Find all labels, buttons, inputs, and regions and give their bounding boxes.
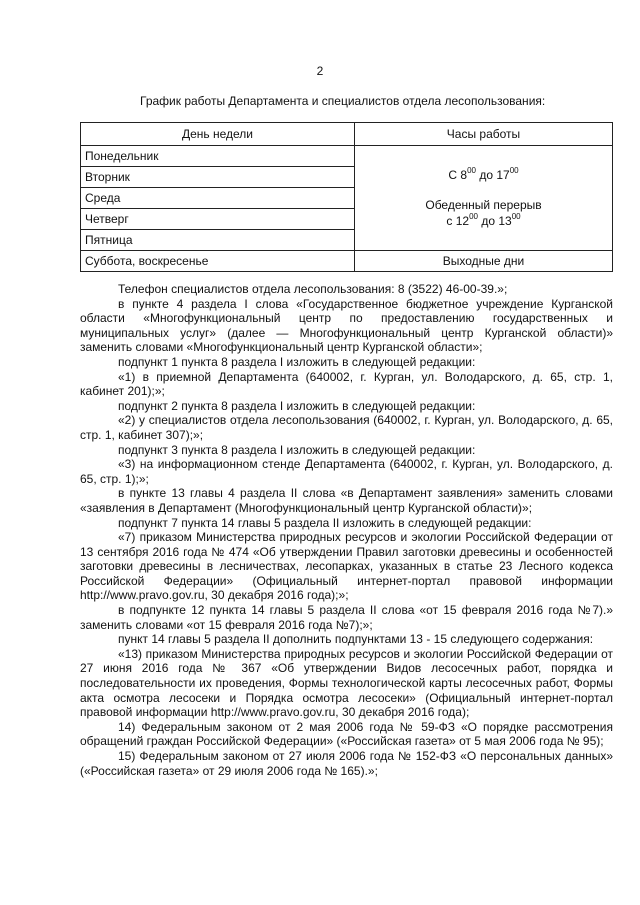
paragraph: подпункт 3 пункта 8 раздела I изложить в следующей редакции: <box>118 442 476 457</box>
paragraph: в пункте 4 раздела I слова «Государственное бюджетное учреждение Курганской области «Многофункциональный центр по предоставлению государственных и муниципальных услуг» (далее — Многофункциональный центр Курганской области)» заменить словами «Многофункциональный центр Курганской области»; <box>80 296 613 355</box>
table-row <box>81 146 613 167</box>
paragraph: «1) в приемной Департамента (640002, г. Курган, ул. Володарского, д. 65, стр. 1, кабинет 201);»; <box>80 369 613 399</box>
paragraph: 14) Федеральным законом от 2 мая 2006 года № 59-ФЗ «О порядке рассмотрения обращений граждан Российской Федерации» («Российская газета» от 5 мая 2006 года № 95); <box>80 719 613 749</box>
day-cell: Четверг <box>81 209 355 230</box>
table-header-row <box>81 123 613 146</box>
paragraph: подпункт 2 пункта 8 раздела I изложить в следующей редакции: <box>118 398 476 413</box>
paragraph: «3) на информационном стенде Департамента (640002, г. Курган, ул. Володарского, д. 65, стр. 1);»; <box>80 457 613 486</box>
paragraph: Телефон специалистов отдела лесопользования: 8 (3522) 46-00-39.»; <box>118 282 508 296</box>
weekend-hours-cell: Выходные дни <box>355 251 613 272</box>
document-body <box>80 282 613 778</box>
paragraph: «7) приказом Министерства природных ресурсов и экологии Российской Федерации от 13 сентября 2016 года № 474 «Об утверждении Правил заготовки древесины и особенностей заготовки древесины в лесничествах, лесопарках, указанных в статье 23 Лесного кодекса Российской Федерации» (Официальный интернет-портал правовой информации http://www.pravo.gov.ru, 30 декабря 2016 года);»; <box>80 530 613 603</box>
paragraph: подпункт 1 пункта 8 раздела I изложить в следующей редакции: <box>118 354 476 369</box>
paragraph: «13) приказом Министерства природных ресурсов и экологии Российской Федерации от 27 июня 2016 года № 367 «Об утверждении Видов лесосечных работ, порядка и последовательности их проведения, Формы технологической карты лесосечных работ, Формы акта осмотра лесосеки и Порядка осмотра лесосеки» (Официальный интернет-портал правовой информации http://www.pravo.gov.ru, 30 декабря 2016 года); <box>80 646 613 720</box>
header-hours: Часы работы <box>355 123 613 146</box>
day-cell: Пятница <box>81 230 355 251</box>
day-cell: Понедельник <box>81 146 355 167</box>
schedule-table <box>80 122 613 272</box>
paragraph: пункт 14 главы 5 раздела II дополнить подпунктами 13 - 15 следующего содержания: <box>118 632 594 647</box>
working-hours: С $8^{00}$ до $17^{00}$ <box>448 166 519 182</box>
page-number: 2 <box>316 64 324 78</box>
break-label: Обеденный перерыв <box>425 198 542 212</box>
table-row <box>81 251 613 272</box>
schedule-title: График работы Департамента и специалистов отдела лесопользования: <box>140 94 546 108</box>
break-hours: с $12^{00}$ до $13^{00}$ <box>446 212 521 228</box>
paragraph: «2) у специалистов отдела лесопользования (640002, г. Курган, ул. Володарского, д. 65, стр. 1, кабинет 307);»; <box>80 413 613 442</box>
working-hours-cell <box>355 146 613 251</box>
paragraph: подпункт 7 пункта 14 главы 5 раздела II изложить в следующей редакции: <box>118 515 532 530</box>
header-day: День недели <box>81 123 355 146</box>
day-cell: Вторник <box>81 167 355 188</box>
weekend-day-cell: Суббота, воскресенье <box>81 251 355 272</box>
paragraph: в подпункте 12 пункта 14 главы 5 раздела II слова «от 15 февраля 2016 года №7).» заменить словами «от 15 февраля 2016 года №7);»; <box>80 603 613 632</box>
paragraph: 15) Федеральным законом от 27 июля 2006 года № 152-ФЗ «О персональных данных» («Российская газета» от 29 июля 2006 года № 165).»; <box>80 749 613 778</box>
day-cell: Среда <box>81 188 355 209</box>
paragraph: в пункте 13 главы 4 раздела II слова «в Департамент заявления» заменить словами «заявления в Департамент (Многофункциональный центр Курганской области)»; <box>80 486 613 515</box>
